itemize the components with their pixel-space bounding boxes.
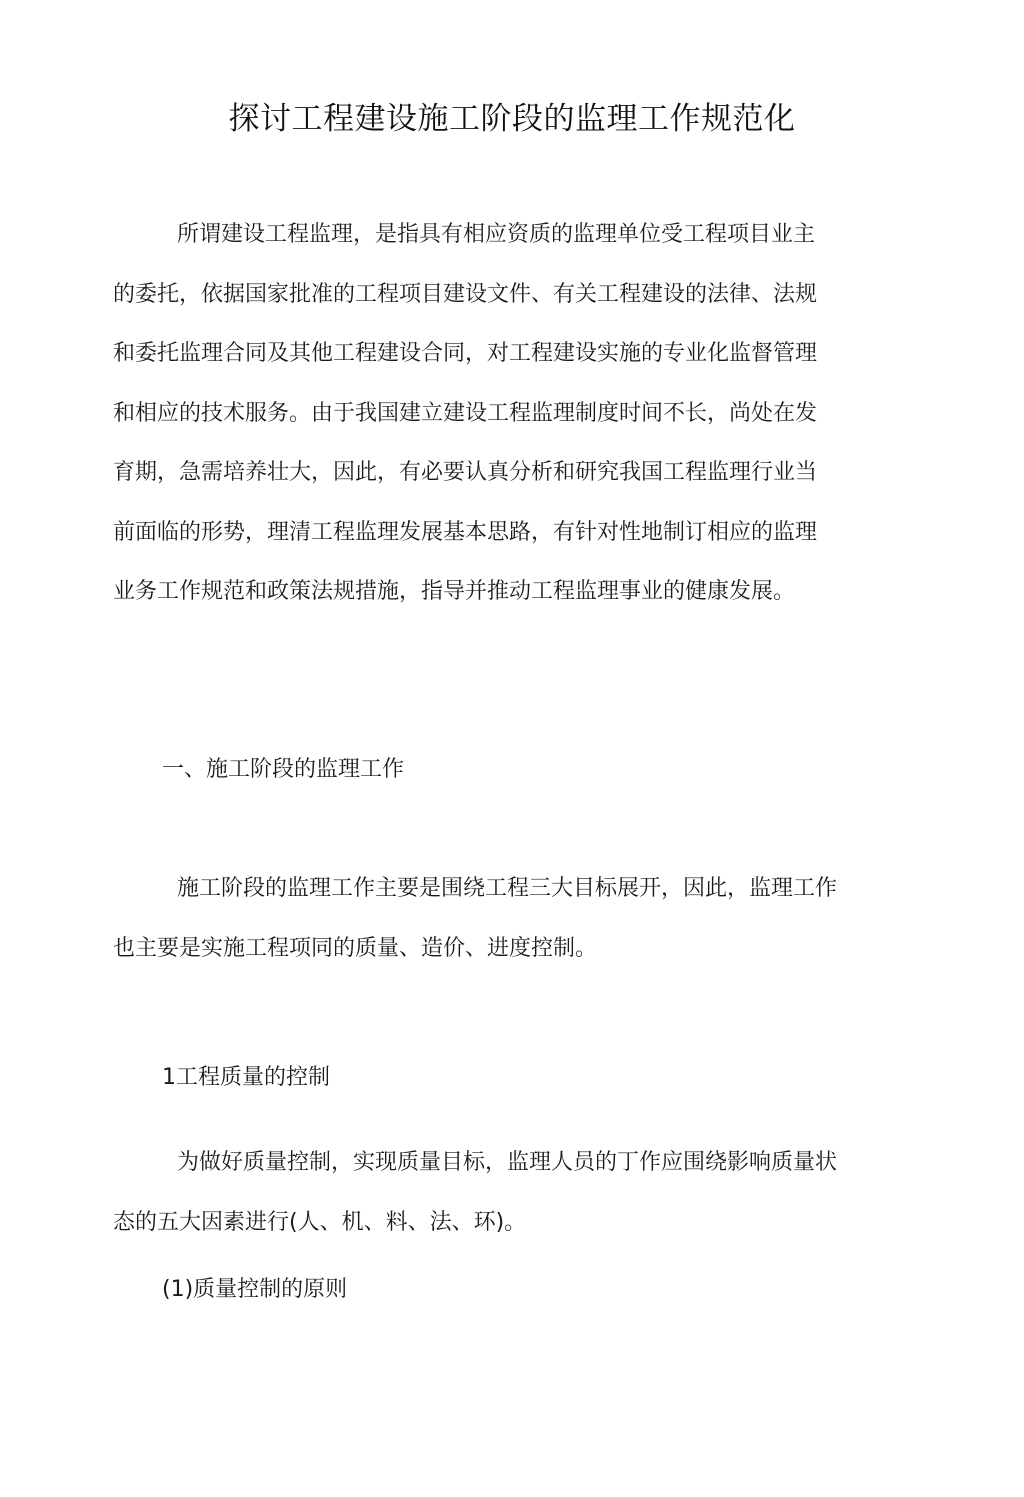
paragraph-line: 也主要是实施工程项同的质量、造价、进度控制。 <box>113 935 598 961</box>
document-title: 探讨工程建设施工阶段的监理工作规范化 <box>228 101 796 137</box>
subsection-paragraph <box>113 1133 863 1252</box>
paragraph-line: 为做好质量控制，实现质量目标，监理人员的丁作应围绕影响质量状 <box>177 1150 838 1175</box>
section-heading: 一、施工阶段的监理工作 <box>162 757 405 782</box>
subsection-heading: 1工程质量的控制 <box>162 1065 330 1090</box>
paragraph-line: 和委托监理合同及其他工程建设合同，对工程建设实施的专业化监督管理 <box>113 341 818 366</box>
paragraph-line: 前面临的形势，理清工程监理发展基本思路，有针对性地制订相应的监理 <box>113 519 818 545</box>
paragraph-line: 态的五大因素进行(人、机、料、法、环)。 <box>113 1209 527 1235</box>
paragraph-line: 和相应的技术服务。由于我国建立建设工程监理制度时间不长，尚处在发 <box>113 400 818 426</box>
paragraph-line: 业务工作规范和政策法规措施，指导并推动工程监理事业的健康发展。 <box>113 579 796 604</box>
paragraph-line: 的委托，依据国家批准的工程项目建设文件、有关工程建设的法律、法规 <box>113 281 818 307</box>
intro-paragraph <box>113 205 863 622</box>
section-paragraph <box>113 859 863 978</box>
paragraph-line: 施工阶段的监理工作主要是围绕工程三大目标展开，因此，监理工作 <box>177 876 838 901</box>
paragraph-line: 育期，急需培养壮大，因此，有必要认真分析和研究我国工程监理行业当 <box>113 460 818 485</box>
paragraph-line: 所谓建设工程监理，是指具有相应资质的监理单位受工程项目业主 <box>177 222 816 247</box>
subsubsection-heading: (1)质量控制的原则 <box>162 1277 348 1302</box>
